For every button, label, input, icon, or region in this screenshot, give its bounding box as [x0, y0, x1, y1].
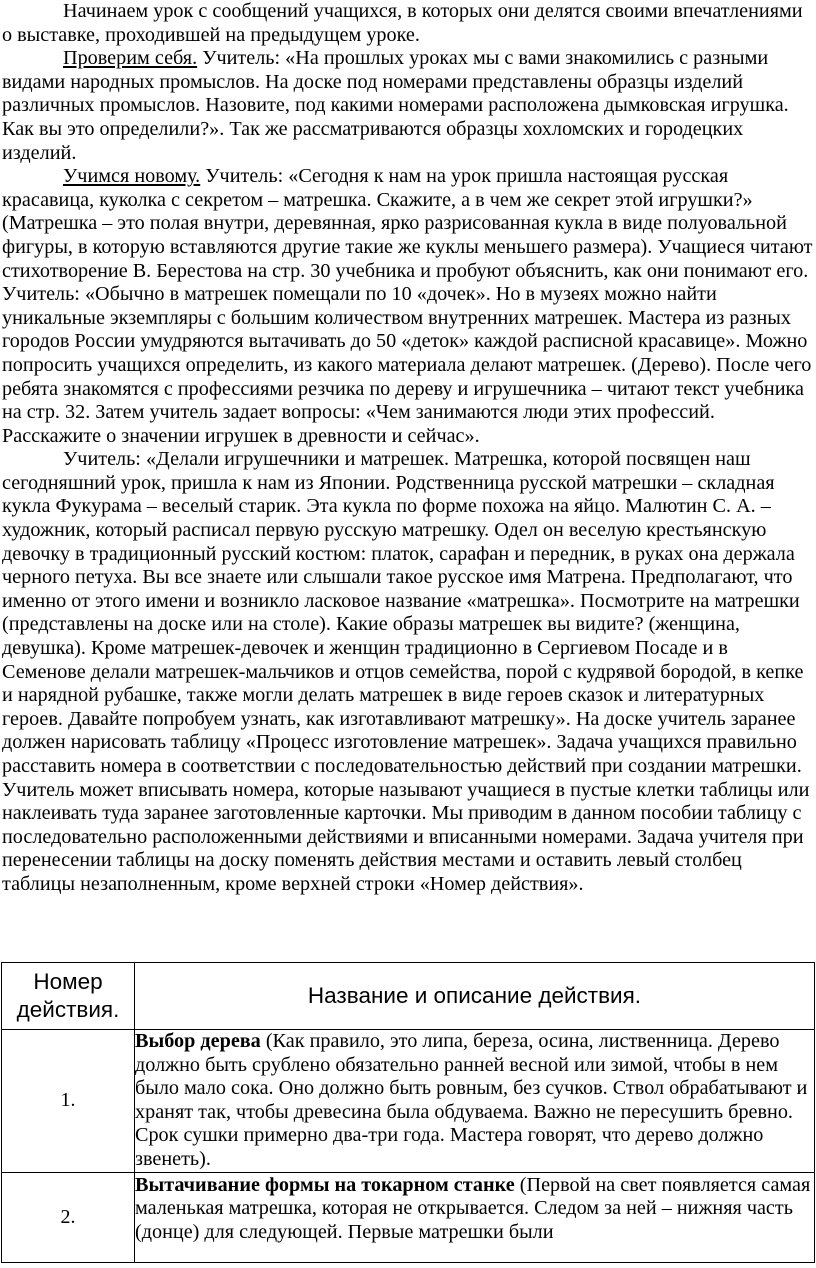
step-description	[135, 1172, 815, 1262]
header-number: Номер действия.	[2, 963, 135, 1030]
body-text	[2, 0, 816, 897]
table-row	[2, 1030, 815, 1173]
process-table	[1, 962, 815, 1263]
step-number: 1.	[2, 1030, 135, 1173]
paragraph-teacher: Учитель: «Делали игрушечники и матрешек. Матрешка, которой посвящен наш сегодняшний урок, пришла к нам из Японии. Родственница русской матрешки – складная кукла Фукурама – веселый старик. Эта кукла по форме похожа на яйцо. Малютин С. А. – художник, который расписал первую русскую матрешку. Одел он веселую крестьянскую девочку в традиционный русский костюм: платок, сарафан и передник, в руках она держала черного петуха. Вы все знаете или слышали такое русское имя Матрена. Предполагают, что именно от этого имени и возникло ласковое название «матрешка». Посмотрите на матрешки (представлены на доске или на столе). Какие образы матрешек вы видите? (женщина, девушка). Кроме матрешек-девочек и женщин традиционно в Сергиевом Посаде и в Семенове делали матрешек-мальчиков и отцов семейства, порой с кудрявой бородой, в кепке и нарядной рубашке, также могли делать матрешек в виде героев сказок и литературных героев. Давайте попробуем узнать, как изготавливают матрешку». На доске учитель заранее должен нарисовать таблицу «Процесс изготовление матрешек». Задача учащихся правильно расставить номера в соответствии с последовательностью действий при создании матрешки. Учитель может вписывать номера, которые называют учащиеся в пустые клетки таблицы или наклеивать туда заранее заготовленные карточки. Мы приводим в данном пособии таблицу с последовательно расположенными действиями и вписанными номерами. Задача учителя при перенесении таблицы на доску поменять действия местами и оставить левый столбец таблицы незаполненным, кроме верхней строки «Номер действия».	[2, 448, 810, 895]
header-description: Название и описание действия.	[135, 963, 815, 1030]
paragraph-learn-text: Учитель: «Сегодня к нам на урок пришла настоящая русская красавица, куколка с секретом – матрешка. Скажите, а в чем же секрет этой игрушки?» (Матрешка – это полая внутри, деревянная, ярко разрисованная кукла в виде полуовальной фигуры, в которую вставляются другие такие же куклы меньшего размера). Учащиеся читают стихотворение В. Берестова на стр. 30 учебника и пробуют объяснить, как они понимают его. Учитель: «Обычно в матрешек помещали по 10 «дочек». Но в музеях можно найти уникальные экземпляры с большим количеством внутренних матрешек. Мастера из разных городов России умудряются вытачивать до 50 «деток» каждой расписной красавице». Можно попросить учащихся определить, из какого материала делают матрешек. (Дерево). После чего ребята знакомятся с профессиями резчика по дереву и игрушечника – читают текст учебника на стр. 32. Затем учитель задает вопросы: «Чем занимаются люди этих профессий. Расскажите о значении игрушек в древности и сейчас».	[2, 165, 813, 447]
paragraph-learn-new	[2, 165, 816, 448]
table-row	[2, 1172, 815, 1262]
section-label-check: Проверим себя.	[63, 47, 198, 70]
paragraph-check-text: Учитель: «На прошлых уроках мы с вами знакомились с разными видами народных промыслов. На доске под номерами представлены образцы изделий различных промыслов. Назовите, под какими номерами расположена дымковская игрушка. Как вы это определили?». Так же рассматриваются образцы хохломских и городецких изделий.	[2, 47, 789, 164]
paragraph-intro: Начинаем урок с сообщений учащихся, в которых они делятся своими впечатлениями о выставке, проходившей на предыдущем уроке.	[2, 0, 803, 46]
step-title: Вытачивание формы на токарном станке	[135, 1173, 515, 1196]
step-description	[135, 1030, 815, 1173]
step-text: (Как правило, это липа, береза, осина, лиственница. Дерево должно быть срублено обязательно ранней весной или зимой, чтобы в нем было мало сока. Оно должно быть ровным, без сучков. Ствол обрабатывают и хранят так, чтобы древесина была обдуваема. Важно не пересушить бревно. Срок сушки примерно два-три года. Мастера говорят, что дерево должно звенеть).	[135, 1030, 808, 1170]
step-title: Выбор дерева	[135, 1030, 261, 1052]
step-text: (Первой на свет появляется самая маленькая матрешка, которая не открывается. Следом за ней – нижняя часть (донце) для следующей. Первые матрешки были	[135, 1173, 811, 1243]
section-label-learn: Учимся новому.	[63, 165, 201, 188]
step-number: 2.	[2, 1172, 135, 1262]
paragraph-check-yourself	[2, 47, 816, 165]
table-header-row	[2, 963, 815, 1030]
